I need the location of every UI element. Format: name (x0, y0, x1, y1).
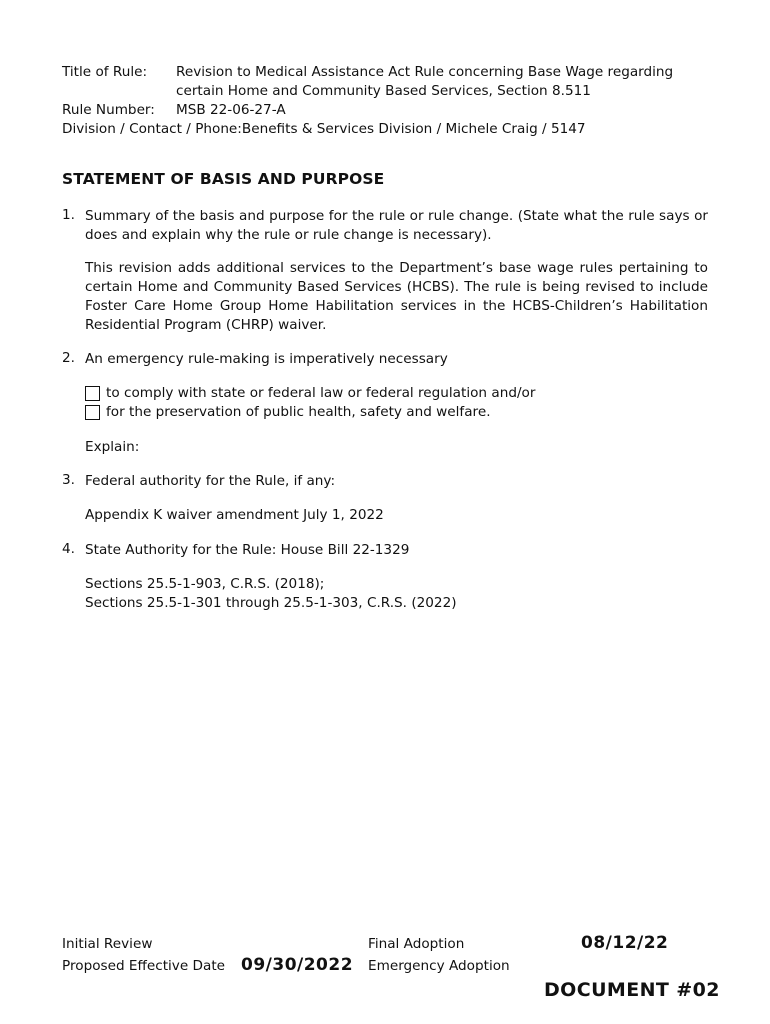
item-2-text: An emergency rule-making is imperatively necessary (85, 351, 448, 367)
title-line-2: certain Home and Community Based Services, Section 8.511 (176, 83, 591, 99)
item-3-number: 3. (62, 472, 75, 488)
item-1-body: This revision adds additional services to the Department’s base wage rules pertaining to certain Home and Community Based Services (HCBS). The rule is being revised to include Foster Care Home Group Home Habilitation services in the HCBS-Children’s Habilitation Residential Program (CHRP) waiver. (85, 260, 708, 333)
title-line-1: Revision to Medical Assistance Act Rule concerning Base Wage regarding (176, 64, 674, 80)
division-label: Division / Contact / Phone: (62, 121, 242, 137)
document-number: DOCUMENT #02 (544, 979, 720, 1001)
proposed-effective-date-value: 09/30/2022 (241, 955, 354, 975)
division-row (62, 120, 586, 139)
option-public-health-label: for the preservation of public health, safety and welfare. (106, 404, 491, 420)
public-health-checkbox[interactable] (85, 405, 100, 420)
item-4-number: 4. (62, 541, 75, 557)
statement-heading: STATEMENT OF BASIS AND PURPOSE (62, 170, 385, 188)
item-1-text: Summary of the basis and purpose for the rule or rule change. (State what the rule says or does and explain why the rule or rule change is necessary). (85, 208, 708, 243)
item-2-number: 2. (62, 350, 75, 366)
explain-label: Explain: (85, 439, 140, 455)
item-1-number: 1. (62, 207, 75, 223)
rule-number-row (62, 101, 286, 120)
emergency-adoption-label: Emergency Adoption (368, 958, 510, 974)
item-4-body-2: Sections 25.5-1-301 through 25.5-1-303, C.R.S. (2022) (85, 595, 457, 611)
final-adoption-date: 08/12/22 (581, 933, 669, 953)
title-label: Title of Rule: (62, 64, 148, 80)
rule-number-value: MSB 22-06-27-A (176, 102, 286, 118)
option-public-health-row (85, 403, 491, 422)
option-comply-law-row (85, 384, 535, 403)
proposed-effective-date-label: Proposed Effective Date (62, 958, 226, 974)
option-comply-law-label: to comply with state or federal law or federal regulation and/or (106, 385, 536, 401)
initial-review-label: Initial Review (62, 936, 153, 952)
title-of-rule-row (62, 63, 674, 99)
item-4-text: State Authority for the Rule: House Bill 22-1329 (85, 542, 410, 558)
item-4-body-1: Sections 25.5-1-903, C.R.S. (2018); (85, 576, 325, 592)
comply-law-checkbox[interactable] (85, 386, 100, 401)
item-3-body: Appendix K waiver amendment July 1, 2022 (85, 507, 384, 523)
rule-number-label: Rule Number: (62, 102, 155, 118)
final-adoption-label: Final Adoption (368, 936, 465, 952)
item-3-text: Federal authority for the Rule, if any: (85, 473, 336, 489)
division-value: Benefits & Services Division / Michele Craig / 5147 (241, 121, 586, 137)
